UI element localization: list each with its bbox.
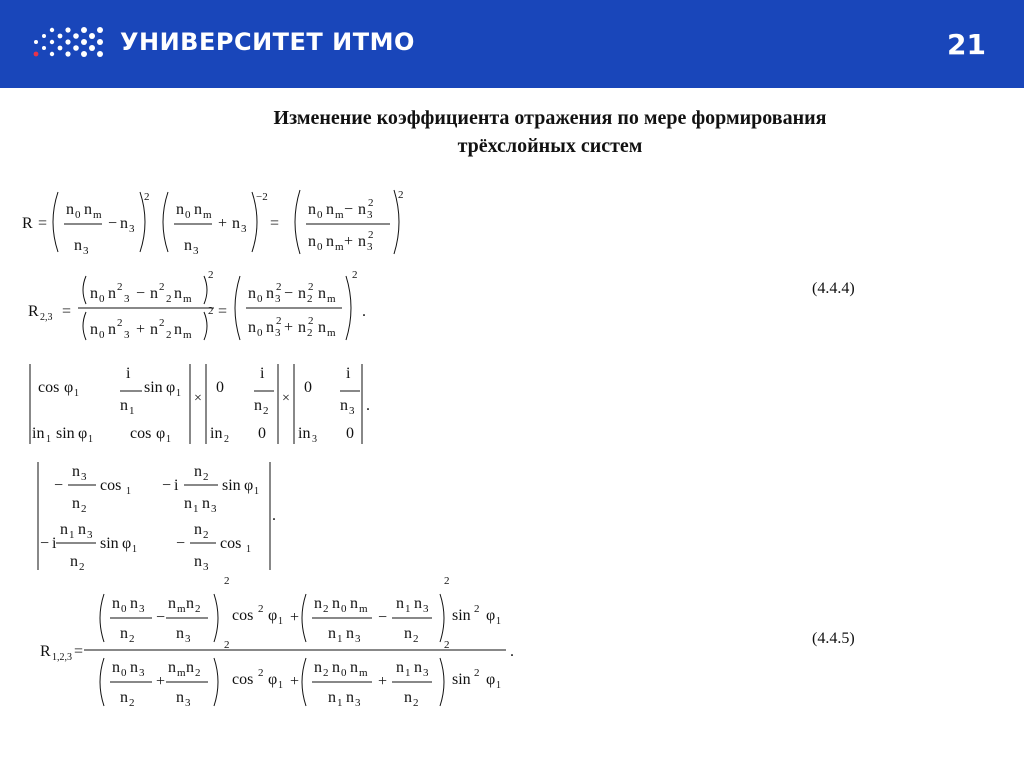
formula-glyph: 2 (398, 189, 404, 201)
formula-symbol-n: n (120, 215, 128, 232)
formula-subscript: 1 (129, 405, 135, 417)
formula-subscript: 3 (423, 603, 429, 615)
formula-subscript: m (327, 293, 336, 305)
formula-symbol-n: n (120, 625, 128, 642)
formula-glyph: . (272, 507, 276, 524)
formula-subscript: 1,2,3 (52, 652, 72, 663)
formula-subscript: 1 (132, 544, 137, 555)
formula-subscript: m (177, 603, 186, 615)
formula-subscript: 3 (367, 209, 373, 221)
formula-subscript: 3 (355, 697, 361, 709)
formula-subscript: 2 (129, 633, 135, 645)
formula-glyph: i (260, 365, 265, 382)
formula-subscript: 3 (423, 667, 429, 679)
formula-symbol-n: n (176, 689, 184, 706)
formula-subscript: 3 (185, 697, 191, 709)
formula-glyph: − (344, 201, 354, 218)
formula-glyph: 2 (224, 434, 229, 445)
formula-subscript: 3 (129, 223, 135, 235)
formula-subscript: 0 (99, 329, 105, 341)
formula-symbol-n: n (404, 689, 412, 706)
formula-symbol-n: n (328, 625, 336, 642)
formula-subscript: 1 (74, 388, 79, 399)
formula-subscript: m (93, 209, 102, 221)
formula-glyph: 2 (159, 281, 165, 293)
formula-subscript: m (335, 241, 344, 253)
page-number: 21 (947, 28, 986, 61)
formula-subscript: m (327, 327, 336, 339)
formula-glyph: n (108, 285, 116, 302)
formula-symbol-n: n (266, 285, 274, 302)
formula-subscript: 3 (81, 471, 87, 483)
formula-glyph: 3 (124, 329, 130, 341)
formula-glyph: + (218, 215, 228, 232)
formula-subscript: 3 (83, 245, 89, 257)
formula-subscript: 0 (75, 209, 81, 221)
formula-subscript: 2 (195, 603, 201, 615)
formula-glyph: n (150, 321, 158, 338)
formula-subscript: 1 (176, 388, 181, 399)
formula-phi: φ (122, 535, 132, 552)
formula-symbol-n: n (340, 397, 348, 414)
formula-symbol-n: n (328, 689, 336, 706)
formula-symbol-n: n (90, 285, 98, 302)
formula-glyph: − (176, 535, 186, 552)
formula-symbol-n: n (248, 285, 256, 302)
formula-symbol-n: n (186, 595, 194, 612)
formula-symbol-n: n (308, 233, 316, 250)
formula-symbol-n: n (396, 659, 404, 676)
formula-glyph: 2 (117, 281, 123, 293)
formula-glyph: cos (232, 671, 254, 688)
formula-symbol-n: n (194, 463, 202, 480)
formula-glyph: 2 (474, 603, 480, 615)
formula-subscript: 0 (257, 293, 263, 305)
formula-glyph: 2 (224, 639, 230, 651)
formula-glyph: 0 (304, 379, 312, 396)
formula-subscript: 3 (203, 561, 209, 573)
formula-subscript: 2 (195, 667, 201, 679)
formula-symbol-n: n (332, 595, 340, 612)
formula-symbol-n: n (314, 659, 322, 676)
formula-glyph: 1 (46, 434, 51, 445)
formula-glyph: n (108, 321, 116, 338)
formula-glyph: in (32, 425, 45, 442)
equation-number-4-4-4: (4.4.4) (812, 280, 855, 297)
formula-glyph: . (362, 303, 366, 320)
formula-glyph: − (40, 535, 50, 552)
formula-subscript: 0 (121, 603, 127, 615)
formula-symbol-n: n (174, 285, 182, 302)
formula-symbol-n: n (266, 319, 274, 336)
formula-symbol-n: n (168, 595, 176, 612)
formula-subscript: 2 (413, 697, 419, 709)
formula-subscript: m (335, 209, 344, 221)
formula-subscript: 0 (317, 209, 323, 221)
formula-glyph: = (38, 215, 48, 232)
formula-symbol-n: n (414, 659, 422, 676)
formula-glyph: cos (220, 535, 242, 552)
formula-glyph: in (210, 425, 223, 442)
formula-sin: sin (100, 535, 119, 552)
formula-symbol-n: n (74, 237, 82, 254)
formula-subscript: 2 (203, 529, 209, 541)
formula-subscript: 3 (275, 293, 281, 305)
formula-subscript: 0 (185, 209, 191, 221)
formula-symbol-n: n (174, 321, 182, 338)
formula-symbol-n: n (298, 319, 306, 336)
formula-glyph: 2 (308, 315, 314, 327)
formula-glyph: 2 (144, 191, 150, 203)
formula-glyph: sin (452, 671, 471, 688)
formula-glyph: 2 (276, 315, 282, 327)
formula-subscript: m (203, 209, 212, 221)
formula-symbol-n: n (318, 285, 326, 302)
formula-glyph: − (108, 215, 118, 232)
formula-glyph: + (136, 321, 146, 338)
formula-glyph: i (174, 477, 179, 494)
formula-glyph: + (344, 233, 354, 250)
formula-subscript: 2 (323, 667, 329, 679)
formula-glyph: 3 (124, 293, 130, 305)
formula-symbol-n: n (396, 595, 404, 612)
formula-glyph: 2 (444, 575, 450, 587)
formula-symbol-n: n (350, 659, 358, 676)
formula-glyph: n (150, 285, 158, 302)
formula-symbol-n: n (186, 659, 194, 676)
formula-symbol-n: n (332, 659, 340, 676)
formula-subscript: 3 (211, 503, 217, 515)
formula-subscript: 1 (337, 697, 343, 709)
formula-glyph: 2 (208, 305, 214, 317)
equation-number-4-4-5: (4.4.5) (812, 630, 855, 647)
formula-symbol-n: n (298, 285, 306, 302)
formula-symbol-n: n (70, 553, 78, 570)
formula-subscript: 2 (79, 561, 85, 573)
formula-subscript: 1 (254, 486, 259, 497)
formula-symbol-n: n (346, 625, 354, 642)
formula-phi: φ (156, 425, 166, 442)
formula-symbol-n: n (326, 233, 334, 250)
formula-symbol-n: n (254, 397, 262, 414)
formula-glyph: + (290, 609, 300, 626)
formula-symbol-n: n (176, 201, 184, 218)
formula-glyph: 3 (312, 434, 317, 445)
formula-subscript: 2 (81, 503, 87, 515)
formula-glyph: φ (486, 671, 496, 688)
formula-symbol-n: n (72, 463, 80, 480)
formula-subscript: 1 (337, 633, 343, 645)
formula-symbol-n: n (358, 233, 366, 250)
formula-glyph: 2 (474, 667, 480, 679)
formula-R: R (22, 215, 33, 232)
formula-glyph: + (284, 319, 294, 336)
formula-glyph: + (378, 673, 388, 690)
formula-symbol-n: n (232, 215, 240, 232)
formula-symbol-n: n (84, 201, 92, 218)
formula-glyph: sin (452, 607, 471, 624)
formula-glyph: 0 (346, 425, 354, 442)
formula-subscript: 3 (139, 667, 145, 679)
formula-times: × (282, 391, 290, 406)
formula-glyph: 2 (444, 639, 450, 651)
formula-glyph: φ (268, 607, 278, 624)
formula-symbol-n: n (60, 521, 68, 538)
formula-phi: φ (78, 425, 88, 442)
formula-glyph: 0 (216, 379, 224, 396)
formula-glyph: = (270, 215, 280, 232)
formula-subscript: 1 (166, 434, 171, 445)
formula-glyph: 2 (166, 293, 172, 305)
formula-symbol-n: n (314, 595, 322, 612)
formula-symbol-n: n (326, 201, 334, 218)
formula-glyph: 2 (352, 269, 358, 281)
formula-R: R (40, 643, 51, 660)
formula-subscript: 0 (99, 293, 105, 305)
formula-glyph: 0 (258, 425, 266, 442)
formula-glyph: 1 (246, 544, 251, 555)
formula-glyph: 2 (166, 329, 172, 341)
formula-subscript: 0 (317, 241, 323, 253)
formula-sin: sin (144, 379, 163, 396)
formula-glyph: − (284, 285, 294, 302)
formula-subscript: 2 (413, 633, 419, 645)
formula-glyph: 2 (258, 603, 264, 615)
formula-glyph: i (52, 535, 57, 552)
formula-subscript: m (359, 667, 368, 679)
formula-glyph: φ (486, 607, 496, 624)
formula-symbol-n: n (130, 659, 138, 676)
formula-glyph: −2 (256, 191, 268, 203)
formula-glyph: − (378, 609, 388, 626)
formula-symbol-n: n (346, 689, 354, 706)
formula-symbol-n: n (168, 659, 176, 676)
formula-symbol-n: n (112, 595, 120, 612)
formula-glyph: 2 (208, 269, 214, 281)
title-line-2: трёхслойных систем (457, 135, 643, 157)
formula-subscript: 0 (341, 667, 347, 679)
formula-subscript: m (359, 603, 368, 615)
formula-sin: sin (222, 477, 241, 494)
formula-symbol-n: n (194, 553, 202, 570)
formula-glyph: 2 (159, 317, 165, 329)
formula-subscript: 2 (203, 471, 209, 483)
formula-subscript: 1 (193, 503, 199, 515)
formula-subscript: m (183, 329, 192, 341)
formula-subscript: 1 (88, 434, 93, 445)
formula-subscript: 2 (263, 405, 269, 417)
formula-symbol-n: n (318, 319, 326, 336)
formula-glyph: − (162, 477, 172, 494)
formula-subscript: 0 (121, 667, 127, 679)
formula-glyph: 2 (368, 229, 374, 241)
formula-glyph: − (54, 477, 64, 494)
formula-subscript: 3 (185, 633, 191, 645)
formula-subscript: 0 (341, 603, 347, 615)
formula-symbol-n: n (66, 201, 74, 218)
formula-phi: φ (244, 477, 254, 494)
formula-symbol-n: n (90, 321, 98, 338)
formula-symbol-n: n (308, 201, 316, 218)
formula-glyph: 2 (224, 575, 230, 587)
formula-cos: cos (38, 379, 60, 396)
formula-symbol-n: n (358, 201, 366, 218)
formula-symbol-n: n (184, 495, 192, 512)
formula-subscript: 3 (275, 327, 281, 339)
formula-symbol-n: n (404, 625, 412, 642)
formula-subscript: 2,3 (40, 312, 53, 323)
formula-glyph: 2 (308, 281, 314, 293)
formula-subscript: 3 (349, 405, 355, 417)
formula-symbol-n: n (194, 201, 202, 218)
formula-subscript: 2 (307, 327, 313, 339)
formula-symbol-n: n (120, 397, 128, 414)
formula-glyph: φ (268, 671, 278, 688)
formula-glyph: − (156, 609, 166, 626)
formula-subscript: 3 (87, 529, 93, 541)
formula-subscript: 3 (241, 223, 247, 235)
formula-glyph: 2 (276, 281, 282, 293)
formula-glyph: 1 (278, 616, 283, 627)
formula-sin: sin (56, 425, 75, 442)
formula-glyph: = (74, 643, 84, 660)
formula-subscript: 0 (257, 327, 263, 339)
formula-glyph: 1 (496, 680, 501, 691)
formula-subscript: 3 (193, 245, 199, 257)
formula-subscript: 2 (129, 697, 135, 709)
formula-subscript: 3 (367, 241, 373, 253)
formula-glyph: + (156, 673, 166, 690)
formula-symbol-n: n (350, 595, 358, 612)
formula-subscript: 1 (405, 603, 411, 615)
formula-subscript: 2 (307, 293, 313, 305)
formula-glyph: 2 (368, 197, 374, 209)
formula-symbol-n: n (202, 495, 210, 512)
formula-glyph: i (126, 365, 131, 382)
formula-R: R (28, 303, 39, 320)
formula-subscript: m (183, 293, 192, 305)
formula-glyph: = (62, 303, 72, 320)
title-line-1: Изменение коэффициента отражения по мере формирования (273, 107, 827, 129)
formula-symbol-n: n (120, 689, 128, 706)
formula-symbol-n: n (248, 319, 256, 336)
formula-glyph: 1 (278, 680, 283, 691)
formula-subscript: m (177, 667, 186, 679)
formula-glyph: 2 (258, 667, 264, 679)
formula-subscript: 2 (323, 603, 329, 615)
formula-symbol-n: n (72, 495, 80, 512)
formula-symbol-n: n (176, 625, 184, 642)
formula-glyph: . (510, 643, 514, 660)
formula-glyph: − (136, 285, 146, 302)
formula-phi: φ (166, 379, 176, 396)
formula-glyph: in (298, 425, 311, 442)
formula-phi: φ (64, 379, 74, 396)
formula-glyph: 1 (126, 486, 131, 497)
formula-symbol-n: n (194, 521, 202, 538)
formula-symbol-n: n (184, 237, 192, 254)
formula-subscript: 1 (405, 667, 411, 679)
formula-glyph: 2 (117, 317, 123, 329)
formula-glyph: 1 (496, 616, 501, 627)
formula-glyph: i (346, 365, 351, 382)
formula-glyph: . (366, 397, 370, 414)
formula-cos: cos (130, 425, 152, 442)
logo-text: УНИВЕРСИТЕТ ИТМО (120, 28, 415, 56)
formula-subscript: 3 (355, 633, 361, 645)
formula-glyph: cos (232, 607, 254, 624)
formula-symbol-n: n (112, 659, 120, 676)
formula-strokes (30, 190, 506, 706)
formula-subscript: 1 (69, 529, 75, 541)
formula-symbol-n: n (414, 595, 422, 612)
formula-symbol-n: n (78, 521, 86, 538)
formula-glyph: cos (100, 477, 122, 494)
formula-glyph: = (218, 303, 228, 320)
formula-symbol-n: n (130, 595, 138, 612)
formula-times: × (194, 391, 202, 406)
formula-glyph: + (290, 673, 300, 690)
formula-subscript: 3 (139, 603, 145, 615)
